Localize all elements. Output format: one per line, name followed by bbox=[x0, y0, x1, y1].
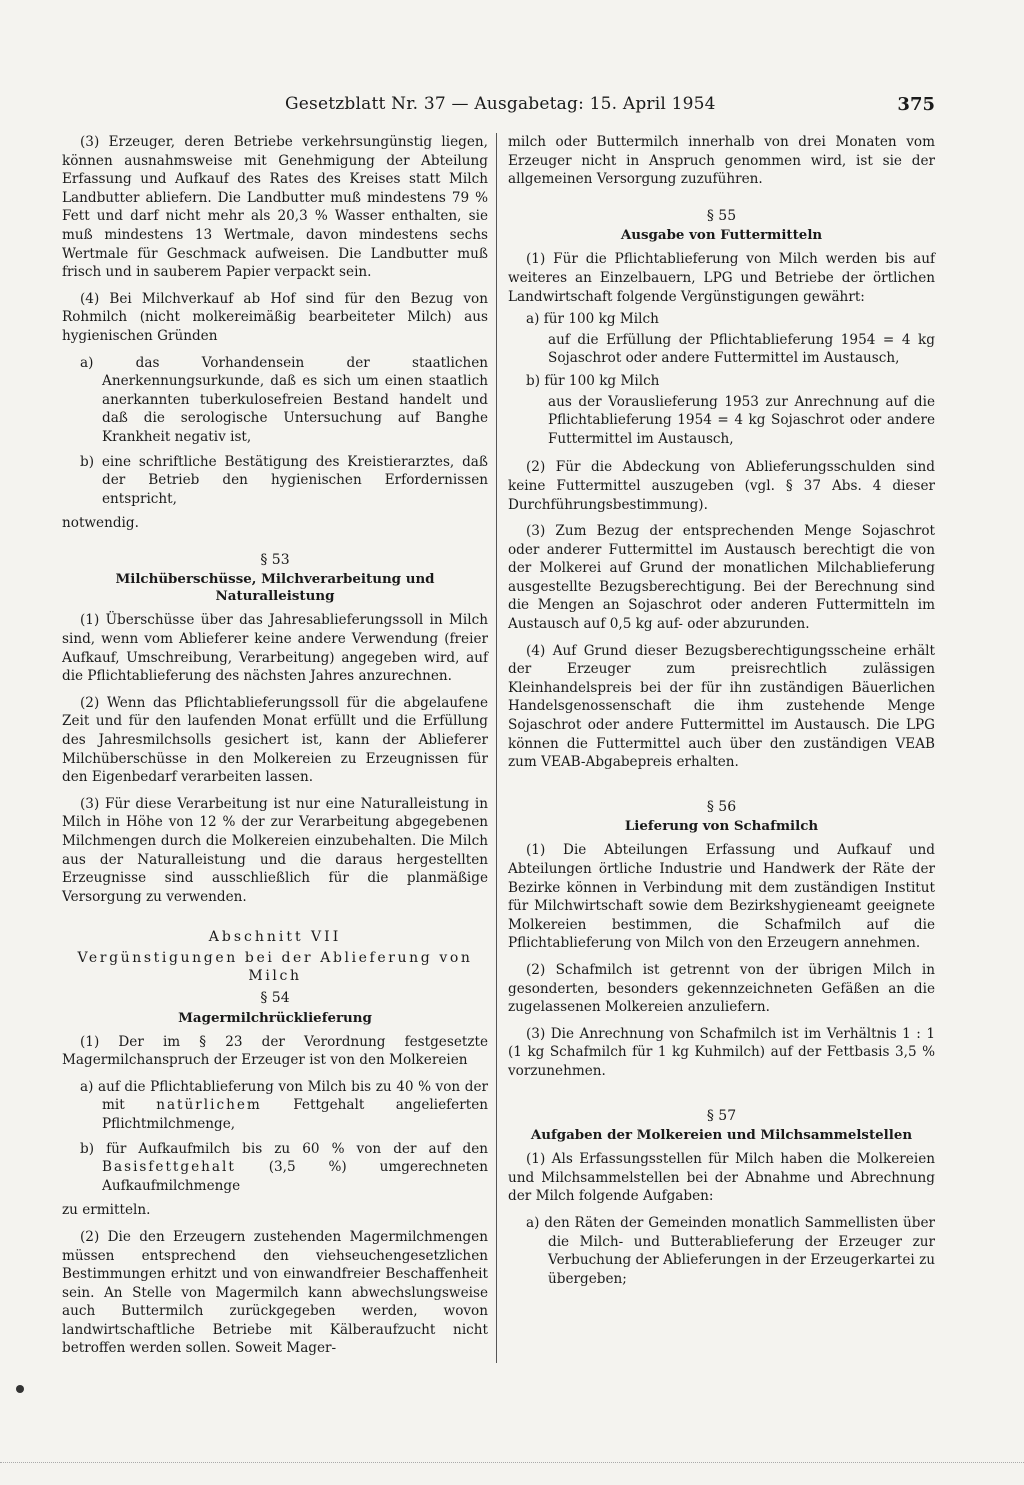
paragraph: (1) Die Abteilungen Erfassung und Aufkauf und Abteilungen örtliche Industrie und Handwerk der Räte der Bezirke können in Verbindung mit dem zuständigen Institut für Milchwirtschaft sowie dem Bezirkshygieneamt geeignete Molkereien bestimmen, die Schafmilch auf die Pflichtablieferung von Milch von den Erzeugern annehmen. bbox=[508, 842, 935, 952]
paragraph: (2) Für die Abdeckung von Ablieferungsschulden sind keine Futtermittel auszugeben (vgl. § 37 Abs. 4 dieser Durchführungsbestimmung). bbox=[508, 459, 935, 513]
header-title: Gesetzblatt Nr. 37 — Ausgabetag: 15. April 1954 bbox=[285, 94, 716, 114]
page-header bbox=[285, 94, 935, 122]
paragraph: (2) Die den Erzeugern zustehenden Magermilchmengen müssen entsprechend den viehseuchengesetzlichen Bestimmungen erhitzt und von einwandfreier Beschaffenheit sein. An Stelle von Magermilch kann abwechslungsweise auch Buttermilch zurückgegeben werden, wovon landwirtschaftliche Betriebe mit Kälberaufzucht nicht betroffen werden sollen. Soweit Mager- bbox=[62, 1228, 488, 1357]
section-title: Lieferung von Schafmilch bbox=[624, 818, 819, 835]
chapter-heading: Abschnitt VII bbox=[208, 929, 342, 946]
paragraph: (2) Wenn das Pflichtablieferungssoll für die abgelaufene Zeit und für den laufenden Monat erfüllt und die Erfüllung des Jahresmilchsolls gesichert ist, kann der Ablieferer Milchüberschüsse in den Molkereien zu Erzeugnissen für den Eigenbedarf verarbeiten lassen. bbox=[62, 694, 488, 786]
list-item: a) den Räten der Gemeinden monatlich Sammellisten über die Milch- und Butterablieferung der Erzeuger zur Verbuchung der Ablieferungen in der Erzeugerkartei zu übergeben; bbox=[526, 1214, 935, 1287]
paragraph: (3) Zum Bezug der entsprechenden Menge Sojaschrot oder anderer Futtermittel im Austausch berechtigt die von der Molkerei auf Grund der monatlichen Milchablieferung ausgestellte Bezugsberechtigung. Bei der Berechnung sind die Mengen an Sojaschrot oder anderen Futtermitteln im Austausch auf 0,5 kg auf- oder abzurunden. bbox=[508, 523, 935, 633]
scan-edge bbox=[0, 1462, 1024, 1464]
emphasis: natürlichem bbox=[156, 1097, 262, 1114]
section-title: Ausgabe von Futtermitteln bbox=[620, 227, 823, 244]
paragraph: (3) Die Anrechnung von Schafmilch ist im Verhältnis 1 : 1 (1 kg Schafmilch für 1 kg Kuhmilch) auf der Fettbasis 3,5 % vorzunehmen. bbox=[508, 1025, 935, 1079]
list-item: b) eine schriftliche Bestätigung des Kreistierarztes, daß der Betrieb den hygienischen Erfordernissen entspricht, bbox=[80, 453, 488, 507]
paragraph: (3) Für diese Verarbeitung ist nur eine Naturalleistung in Milch in Höhe von 12 % der zur Verarbeitung abgegebenen Milchmengen durch die Molkereien einzubehalten. Die Milch aus der Naturalleistung und die daraus hergestellten Erzeugnisse sind ausschließlich für die planmäßige Versorgung zu verwenden. bbox=[62, 795, 488, 905]
paragraph: notwendig. bbox=[62, 515, 139, 532]
left-column bbox=[62, 133, 488, 1366]
paragraph: (4) Auf Grund dieser Bezugsberechtigungsscheine erhält der Erzeuger zum preisrechtlich zulässigen Kleinhandelspreis bei der für ihn zuständigen Bäuerlichen Handelsgenossenschaft die ihm zustehende Menge Sojaschrot oder andere Futtermittel im Austausch. Die LPG können die Futtermittel auch über den zuständigen VEAB zum VEAB-Abgabepreis erhalten. bbox=[508, 642, 935, 771]
text-run: (3,5 %) umgerechneten Aufkaufmilchmenge bbox=[102, 1159, 488, 1194]
section-title: Milchüberschüsse, Milchverarbeitung und Naturalleistung bbox=[115, 571, 435, 605]
paragraph: (1) Als Erfassungsstellen für Milch haben die Molkereien und Milchsammelstellen bei der Abnahme und Abrechnung der Milch folgende Aufgaben: bbox=[508, 1151, 935, 1205]
paragraph: (1) Für die Pflichtablieferung von Milch werden bis auf weiteres an Einzelbauern, LPG und Betriebe der örtlichen Landwirtschaft folgende Vergünstigungen gewährt: bbox=[508, 251, 935, 305]
section-title: Aufgaben der Molkereien und Milchsammelstellen bbox=[530, 1127, 913, 1144]
section-number: § 55 bbox=[706, 207, 737, 224]
scan-speck bbox=[16, 1385, 24, 1393]
page-number: 375 bbox=[897, 94, 935, 115]
column-divider bbox=[496, 133, 497, 1363]
list-item bbox=[62, 1140, 488, 1196]
section-number: § 53 bbox=[260, 551, 290, 568]
list-item: a) das Vorhandensein der staatlichen Anerkennungsurkunde, daß es sich um einen staatlich anerkannten tuberkulosefreien Bestand handelt und daß die serologische Untersuchung auf Banghe Krankheit negativ ist, bbox=[80, 354, 488, 445]
paragraph: zu ermitteln. bbox=[62, 1202, 151, 1219]
section-number: § 54 bbox=[260, 989, 290, 1006]
list-item-text: aus der Vorauslieferung 1953 zur Anrechnung auf die Pflichtablieferung 1954 = 4 kg Sojaschrot oder andere Futtermittel im Austausch, bbox=[548, 393, 935, 447]
text-run: Fettgehalt angelieferten Pflichtmilchmenge, bbox=[102, 1097, 488, 1132]
section-number: § 56 bbox=[706, 798, 737, 815]
text-run: b) für Aufkaufmilch bis zu 60 % von der auf den bbox=[80, 1140, 488, 1157]
right-column bbox=[508, 133, 935, 1294]
text-run: a) auf die Pflichtablieferung von Milch bis zu 40 % von der mit bbox=[80, 1078, 488, 1114]
paragraph: (4) Bei Milchverkauf ab Hof sind für den Bezug von Rohmilch (nicht molkereimäßig bearbeiteter Milch) aus hygienischen Gründen bbox=[62, 290, 488, 344]
paragraph: (2) Schafmilch ist getrennt von der übrigen Milch in gesonderten, besonders gekennzeichneten Gefäßen an die zugelassenen Molkereien anzuliefern. bbox=[508, 961, 935, 1016]
list-item-text: auf die Erfüllung der Pflichtablieferung 1954 = 4 kg Sojaschrot oder andere Futtermittel im Austausch, bbox=[548, 331, 935, 367]
paragraph: milch oder Buttermilch innerhalb von drei Monaten vom Erzeuger nicht in Anspruch genommen wird, ist sie der allgemeinen Versorgung zuzuführen. bbox=[508, 134, 935, 188]
list-item: b) für 100 kg Milch bbox=[526, 372, 660, 389]
section-number: § 57 bbox=[706, 1107, 737, 1124]
paragraph: (1) Überschüsse über das Jahresablieferungssoll in Milch sind, wenn vom Ablieferer keine andere Verwendung (freier Aufkauf, Umschreibung, Verarbeitung) angegeben wird, auf die Pflichtablieferung des nächsten Jahres anzurechnen. bbox=[62, 612, 488, 685]
chapter-title: Vergünstigungen bei der Ablieferung von Milch bbox=[77, 949, 473, 984]
paragraph: (1) Der im § 23 der Verordnung festgesetzte Magermilchanspruch der Erzeuger ist von den Molkereien bbox=[62, 1033, 488, 1069]
section-title: Magermilchrücklieferung bbox=[178, 1009, 372, 1026]
paragraph: (3) Erzeuger, deren Betriebe verkehrsungünstig liegen, können ausnahmsweise mit Genehmigung der Abteilung Erfassung und Aufkauf des Rates des Kreises statt Milch Landbutter abliefern. Die Landbutter muß mindestens 79 % Fett und darf nicht mehr als 20,3 % Wasser enthalten, sie muß mindestens 13 Wertmale, davon mindestens sechs Wertmale für Geschmack aufweisen. Die Landbutter muß frisch und in sauberem Papier verpackt sein. bbox=[62, 134, 488, 281]
list-item: a) für 100 kg Milch bbox=[526, 311, 659, 328]
list-item bbox=[62, 1078, 488, 1134]
emphasis: Basisfettgehalt bbox=[102, 1159, 236, 1176]
